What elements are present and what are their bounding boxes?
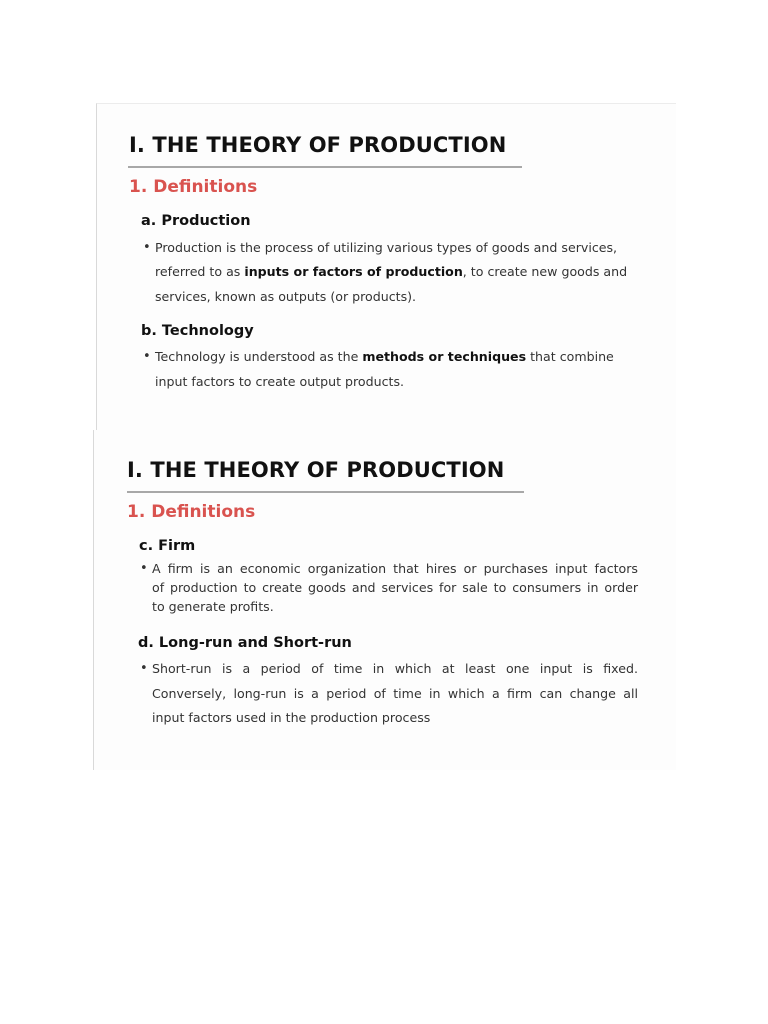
production-line-1: Production is the process of utilizing various types of goods and services, — [155, 240, 618, 255]
runs-line-1: Short-run is a period of time in which at least one input is fixed. — [152, 661, 638, 676]
slide-title: I. THE THEORY OF PRODUCTION — [129, 133, 507, 157]
bullet-marker: • — [143, 240, 151, 255]
slide-title: I. THE THEORY OF PRODUCTION — [127, 458, 505, 482]
production-bold-term: inputs or factors of production — [244, 264, 463, 279]
section-heading: 1. Definitions — [129, 177, 258, 197]
bullet-marker: • — [143, 349, 151, 364]
runs-line-3: input factors used in the production process — [152, 710, 431, 725]
slide-production-technology — [96, 103, 676, 433]
slide-firm-runs — [93, 430, 676, 770]
firm-line-2: of production to create goods and services for sale to consumers in order — [152, 580, 638, 595]
technology-bold-term: methods or techniques — [362, 349, 527, 364]
firm-line-1: A firm is an economic organization that hires or purchases input factors — [152, 561, 638, 576]
title-underline — [128, 166, 522, 168]
firm-line-3: to generate profits. — [152, 599, 274, 614]
production-line-3: services, known as outputs (or products). — [155, 289, 417, 304]
runs-heading: d. Long-run and Short-run — [138, 635, 352, 651]
production-heading: a. Production — [141, 213, 251, 229]
technology-line-2: input factors to create output products. — [155, 374, 405, 389]
title-underline — [127, 491, 524, 493]
technology-line-1: Technology is understood as the methods or techniques that combine — [155, 349, 614, 364]
section-heading: 1. Definitions — [127, 502, 256, 522]
firm-heading: c. Firm — [139, 538, 196, 554]
runs-line-2: Conversely, long-run is a period of time in which a firm can change all — [152, 686, 638, 701]
production-line-2: referred to as inputs or factors of production, to create new goods and — [155, 264, 628, 279]
technology-heading: b. Technology — [141, 323, 254, 339]
bullet-marker: • — [140, 561, 148, 576]
bullet-marker: • — [140, 661, 148, 676]
